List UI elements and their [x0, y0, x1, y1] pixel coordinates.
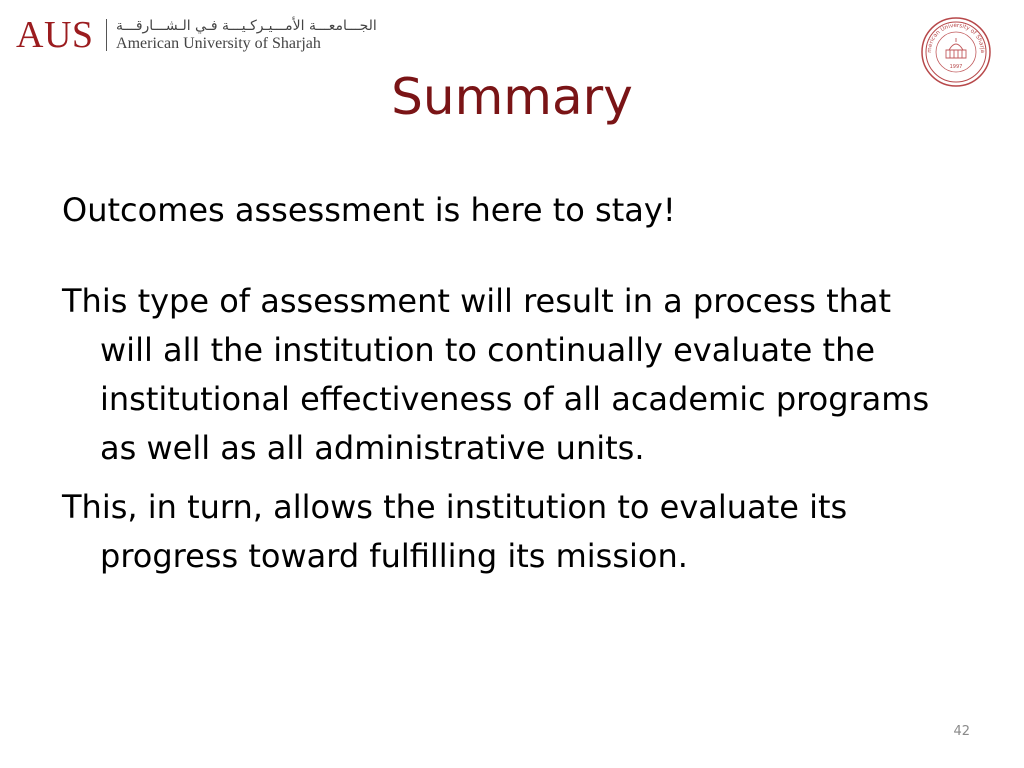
seal-year: 1997 [949, 64, 963, 70]
logo-acronym: AUS [16, 14, 94, 56]
logo-english-name: American University of Sharjah [116, 35, 321, 52]
aus-logo [16, 10, 377, 60]
logo-arabic-name: الجـــامعـــة الأمـــيـركـيـــة فـي الـشـــارقـــة [116, 18, 377, 34]
body-paragraph: This type of assessment will result in a process that will all the institution to continually evaluate the institutional effectiveness of all academic programs as well as all administrative units. [62, 282, 930, 467]
logo-names [116, 17, 377, 53]
slide-title: Summary [391, 68, 633, 126]
seal-ring-text: merican University of Sharja [926, 22, 986, 54]
logo-divider [106, 19, 108, 51]
body-paragraph: Outcomes assessment is here to stay! [62, 191, 676, 229]
page-number: 42 [953, 724, 970, 739]
seal-building [946, 38, 966, 58]
body-paragraph: This, in turn, allows the institution to evaluate its progress toward fulfilling its mission. [62, 488, 848, 575]
slide-body [62, 186, 942, 581]
